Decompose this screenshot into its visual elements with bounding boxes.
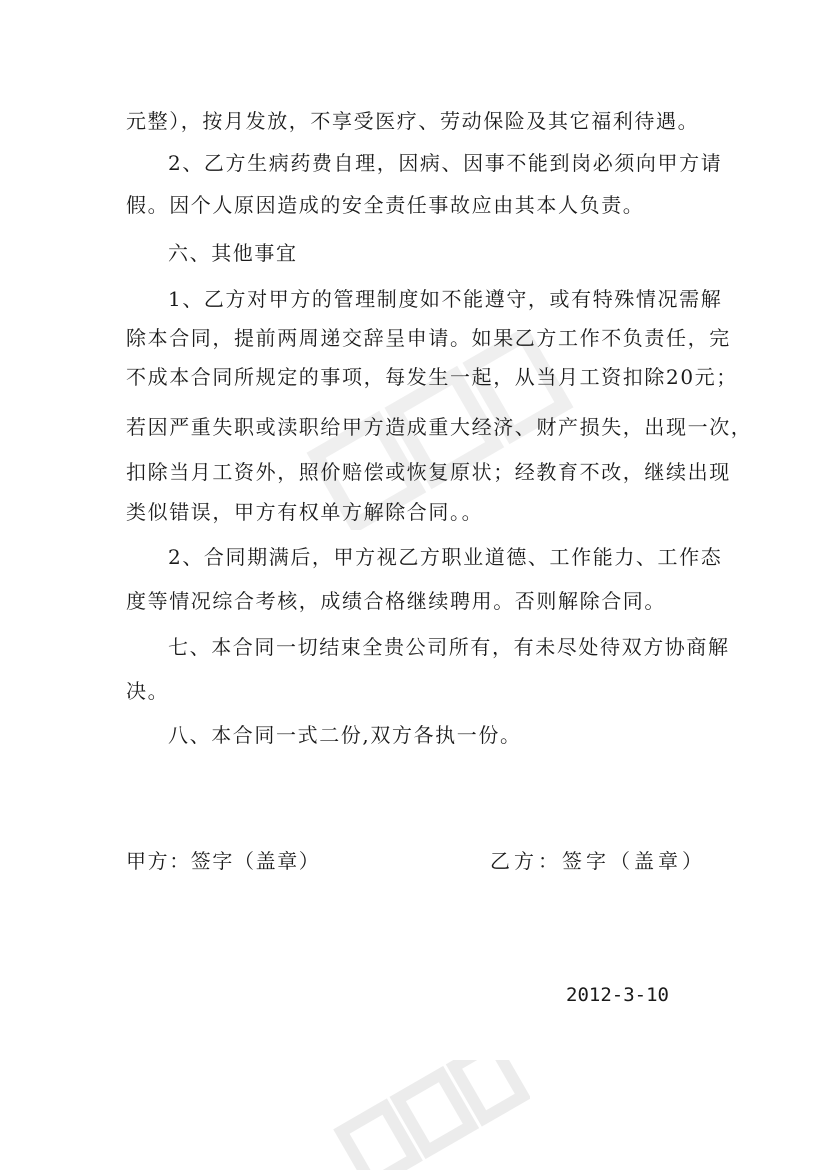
paragraph-line: 1、乙方对甲方的管理制度如不能遵守，或有特殊情况需解 [168,287,723,311]
party-b-signature: 乙方：签字（盖章） [490,849,706,873]
paragraph-line: 若因严重失职或渎职给甲方造成重大经济、财产损失，出现一次， [126,415,753,439]
paragraph-line: 假。因个人原因造成的安全责任事故应由其本人负责。 [126,193,645,217]
section-heading: 六、其他事宜 [168,241,298,265]
paragraph-line: 元整），按月发放，不享受医疗、劳动保险及其它福利待遇。 [126,109,700,133]
paragraph-line: 度等情况综合考核，成绩合格继续聘用。否则解除合同。 [126,589,666,613]
paragraph-line: 2、合同期满后，甲方视乙方职业道德、工作能力、工作态 [168,545,723,569]
party-a-signature: 甲方：签字（盖章） [126,849,321,873]
paragraph-line: 不成本合同所规定的事项，每发生一起，从当月工资扣除20元； [126,365,738,389]
paragraph-line: 七、本合同一切结束全贵公司所有，有未尽处待双方协商解 [168,635,730,659]
paragraph-line: 类似错误，甲方有权单方解除合同。。 [126,500,484,524]
paragraph-line: 扣除当月工资外，照价赔偿或恢复原状；经教育不改，继续出现 [126,460,731,484]
watermark-icon [330,1060,530,1170]
document-date: 2012-3-10 [566,984,669,1006]
paragraph-line: 八、本合同一式二份,双方各执一份。 [168,723,522,747]
paragraph-line: 决。 [126,679,170,703]
paragraph-line: 2、乙方生病药费自理，因病、因事不能到岗必须向甲方请 [168,151,723,175]
paragraph-line: 除本合同，提前两周递交辞呈申请。如果乙方工作不负责任，完 [126,326,731,350]
